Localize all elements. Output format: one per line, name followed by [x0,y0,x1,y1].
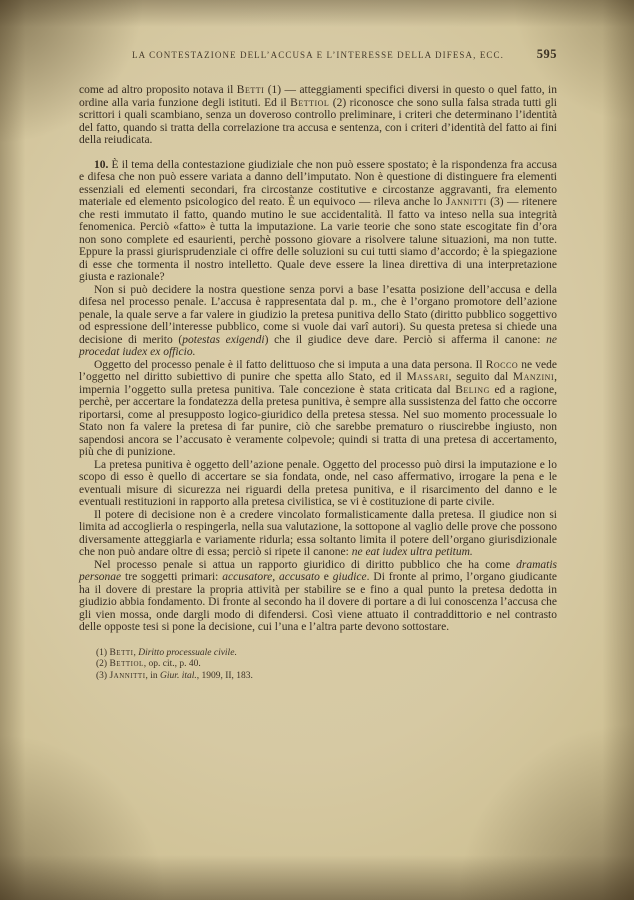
text-run: 10. [94,158,109,171]
text-run: (2) riconosce che sono sulla falsa strada tutti gli scrittori i quali scambiano, senza un doveroso controllo preliminare, i criteri che determinano l’identità del fatto, quando si tratta della correlazione tra accusa e sentenza, con i criteri d’identità del fatto ai fini della reiudicata. [79,96,558,146]
text-run: , [133,647,139,658]
text-run: Bettiol [109,659,144,670]
text-run: dramatis personae [79,558,557,583]
text-run: Diritto processuale civile [138,647,235,658]
paragraph [79,159,557,284]
text-run: Beling [455,383,490,396]
footnote [96,648,557,660]
paragraph [79,84,557,147]
text-run: Jannitti [445,196,487,208]
text-run: come ad altro proposito notava il [79,84,237,96]
text-run: tre soggetti primari: [121,571,223,583]
text-run: ed a ragione, perchè, per accertare la fondatezza della pretesa punitiva, è sempre alla sussistenza del fatto che occorre riportarsi, come al presupposto logico-giuridico della pretesa stessa. Nel suo momento processuale lo Stato non fa valere la pretesa di far punire, ciò che sarebbe prematuro o riuscirebbe ingiusto, non sapendosi ancora se l’accusato è veramente colpevole; quindi si tratta di una pretesa di accertamento, più che di punizione. [79,383,557,458]
text-run: Jannitti [109,670,146,681]
text-run: Massari [406,371,449,383]
text-run: ne eat iudex ultra petitum. [351,546,473,558]
header-title: LA CONTESTAZIONE DELL’ACCUSA E L’INTERESSE DELLA DIFESA, ECC. [132,50,504,60]
text-run: Bettiol [290,96,330,109]
text-run: La pretesa punitiva è oggetto dell’azione penale. Oggetto del processo può dirsi la imputazione e lo scopo di esso è quello di accertare se sia fondata, onde, nel caso affermativo, irrogare la pena e le eventuali misure di sicurezza nei riguardi della pretesa punitiva, e il risarcimento del danno e le eventuali restituzioni in rapporto alla pretesa civilistica, se vi è costituzione di parte civile. [79,458,557,508]
text-run: (3) — ritenere che resti immutato il fatto, quando mutino le sue accidentalità. Il fatto va inteso nella sua integrità fenomenica. Perciò «fatto» è tutta la imputazione. La varie teorie che sono state escogitate fin d’ora non sono complete ed esaurienti, perchè possono giovare a risolvere talune situazioni, ma non tutte. Eppure la prassi giurisprudenziale ci offre delle soluzioni su cui tutti siamo d’accordo; è la spiegazione di esse che tormenta il nostro intelletto. Quale deve essere la linea direttiva di una interpretazione giusta e razionale? [79,196,557,283]
text-run: e [319,571,333,583]
running-header [79,47,557,64]
text-run: , op. cit., p. 40. [143,659,201,670]
paragraph [79,359,557,459]
text-run: Oggetto del processo penale è il fatto delittuoso che si imputa a una data persona. Il [94,358,486,371]
footnote [96,659,557,671]
text-block [79,84,557,634]
text-run: Rocco [485,358,519,371]
text-run: Manzini [512,371,555,383]
paragraph [79,459,557,509]
text-run: . Di fronte al primo, l’organo giudicante ha il dovere di prestare la propria attività per stabilire se e fino a qual punto la pretesa dedotta in giudizio abbia fondamento. Di fronte al secondo ha il dovere di portare a di lui conoscenza l’accusa che gli vien mossa, onde dargli modo di difendersi. Così viene attuato il contraddittorio e nel contrasto delle opposte tesi si pone la decisione, cui l’una e l’altra parte devono sottostare. [79,571,557,633]
text-run: Betti [109,647,134,658]
text-run: accusatore, accusato [222,571,320,583]
text-run: Nel processo penale si attua un rapporto giuridico di diritto pubblico che ha come [94,558,517,571]
text-run: Non si può decidere la nostra questione senza porvi a base l’esatta posizione dell’accusa e della difesa nel processo penale. L’accusa è rappresentata dal p. m., che è l’organo promotore dell’azione penale, la quale serve a far valere in giudizio la pretesa punitiva dello Stato (diritto pubblico soggettivo od espressione dell’interesse pubblico, come si vuole dai varî autori). Su questa pretesa si chiede una decisione di merito ( [79,283,557,346]
text-run: Il potere di decisione non è a credere vincolato formalisticamente dalla pretesa. Il giudice non si limita ad accoglierla o respingerla, nella sua valutazione, la sottopone al vaglio delle prove che possono diversamente atteggiarla e variamente ridurla; essa soltanto limita il potere dell’organo giurisdizionale che non può andare oltre di essa; perciò si ripete il canone: [79,508,557,558]
paragraph [79,284,557,359]
text-run: (3) [96,670,110,681]
page-number: 595 [536,47,557,61]
text-run: , in [145,670,161,681]
footnote [96,671,557,683]
text-run: . [234,647,237,658]
text-run: giudice [332,571,367,583]
text-run: potestas exigendi [182,333,265,346]
paragraph [79,559,557,634]
text-run: È il tema della contestazione giudiziale che non può essere spostato; è la rispondenza fra accusa e difesa che non può essere variata a danno dell’imputato. Non è questione di distinguere fra elementi essenziali ed elementi secondari, fra circostanze costitutive e circostanze aggravanti, fra elemento materiale ed elemento psicologico del reato. È un equivoco — rileva anche lo [79,158,557,208]
text-run: , seguito dal [448,371,513,383]
text-run: (2) [96,659,110,670]
text-run: (1) — atteggiamenti specifici diversi in questo o quel fatto, in ordine alla varia funzione degli istituti. Ed il [79,84,557,109]
text-run: (1) [96,647,110,658]
text-run: Giur. ital. [160,670,197,681]
text-run: ne procedat iudex ex officio. [79,333,557,358]
footnotes [79,648,557,683]
paragraph [79,509,557,559]
text-run: ) che il giudice deve dare. Perciò si afferma il canone: [264,333,547,346]
text-run: Betti [236,84,265,96]
text-run: ne vede l’oggetto nel diritto subiettivo di punire che spetta allo Stato, ed il [79,358,557,383]
text-run: , impernia l’oggetto sulla pretesa punitiva. Tale concezione è stata criticata dal [79,371,557,396]
text-run: , 1909, II, 183. [196,670,253,681]
